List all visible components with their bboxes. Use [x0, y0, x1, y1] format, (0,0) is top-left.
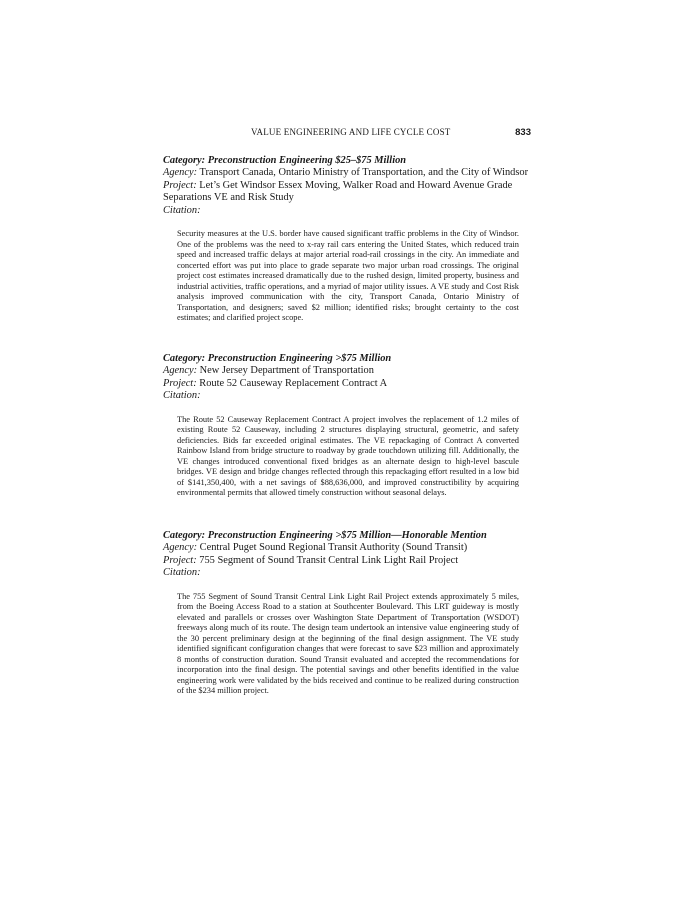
agency-value: Transport Canada, Ontario Ministry of Transportation, and the City of Windsor: [199, 167, 529, 179]
entry-citation-label: Citation:: [163, 204, 201, 216]
award-entry-3: [163, 530, 533, 697]
running-header: [163, 127, 531, 141]
award-entry-2: [163, 353, 533, 499]
award-entry-1: [163, 155, 533, 324]
entry-citation-text: The 755 Segment of Sound Transit Central Link Light Rail Project extends approximately 5 miles, from the Boeing Access Road to a station at Southcenter Boulevard. This LRT guideway is mostly elevated and parallels or crosses over Washington State Department of Transportation (WSDOT) freeways along much of its route. The design team undertook an intensive value engineering study of the 30 percent preliminary design at the beginning of the final design assignment. The VE study identified significant configuration changes that were forecast to save $23 million and approximately 8 months of construction duration. Sound Transit evaluated and accepted the recommendations for incorporation into the final design. The potential savings and other benefits identified in the value engineering work were validated by the bids received and continue to be realized during construction of the $234 million project.: [177, 591, 519, 696]
agency-label: Agency:: [163, 542, 198, 554]
entry-meta: [163, 353, 533, 403]
entry-agency: [163, 365, 533, 377]
running-header-title: VALUE ENGINEERING AND LIFE CYCLE COST: [251, 127, 451, 137]
entry-meta: [163, 155, 533, 217]
entry-citation-label: Citation:: [163, 567, 201, 579]
project-value: Let’s Get Windsor Essex Moving, Walker Road and Howard Avenue Grade Separations VE and Risk Study: [163, 179, 513, 204]
entry-category: Category: Preconstruction Engineering >$75 Million—Honorable Mention: [163, 530, 487, 541]
agency-value: Central Puget Sound Regional Transit Authority (Sound Transit): [199, 542, 468, 554]
entry-project: [163, 180, 533, 205]
project-label: Project:: [163, 377, 197, 389]
page-number: 833: [515, 127, 531, 138]
entry-agency: [163, 542, 533, 554]
project-label: Project:: [163, 554, 197, 566]
project-value: 755 Segment of Sound Transit Central Link Light Rail Project: [199, 554, 459, 566]
entry-project: [163, 555, 533, 567]
entry-citation-label: Citation:: [163, 390, 201, 402]
entry-project: [163, 378, 533, 390]
agency-label: Agency:: [163, 365, 198, 377]
entry-meta: [163, 530, 533, 580]
entry-citation-text: The Route 52 Causeway Replacement Contract A project involves the replacement of 1.2 miles of existing Route 52 Causeway, including 2 structures displaying structural, geometric, and safety deficiencies. Bids far exceeded original estimates. The VE repackaging of Contract A converted Rainbow Island from bridge structure to roadway by grade touchdown utilizing fill. Additionally, the VE changes introduced conventional fixed bridges as an alternate design to high-level bascule bridges. VE design and bridge changes reflected through this repackaging effort resulted in a low bid of $141,350,400, with a net savings of $88,636,000, and improved constructibility by acquiring environmental permits that allowed timely construction without seasonal delays.: [177, 414, 519, 498]
entry-citation-text: Security measures at the U.S. border have caused significant traffic problems in the City of Windsor. One of the problems was the need to x-ray rail cars entering the United States, which reduced train speed and increased traffic delays at major arterial road-rail crossings in the city. An immediate and concerted effort was put into place to grade separate two major urban road crossings. The original project cost estimates increased dramatically due to the rushed design, limited property, business and industrial activities, traffic operations, and a myriad of major utility issues. A VE study and Cost Risk analysis improved communication with the city, Transport Canada, Ontario Ministry of Transportation, and designers; saved $2 million; identified risks; brought certainty to the cost estimates; and clarified project scope.: [177, 229, 519, 323]
entry-agency: [163, 167, 533, 179]
project-label: Project:: [163, 179, 197, 191]
agency-label: Agency:: [163, 167, 198, 179]
entry-category: Category: Preconstruction Engineering $25–$75 Million: [163, 155, 407, 166]
project-value: Route 52 Causeway Replacement Contract A: [199, 377, 388, 389]
agency-value: New Jersey Department of Transportation: [199, 365, 374, 377]
entry-category: Category: Preconstruction Engineering >$75 Million: [163, 353, 392, 364]
